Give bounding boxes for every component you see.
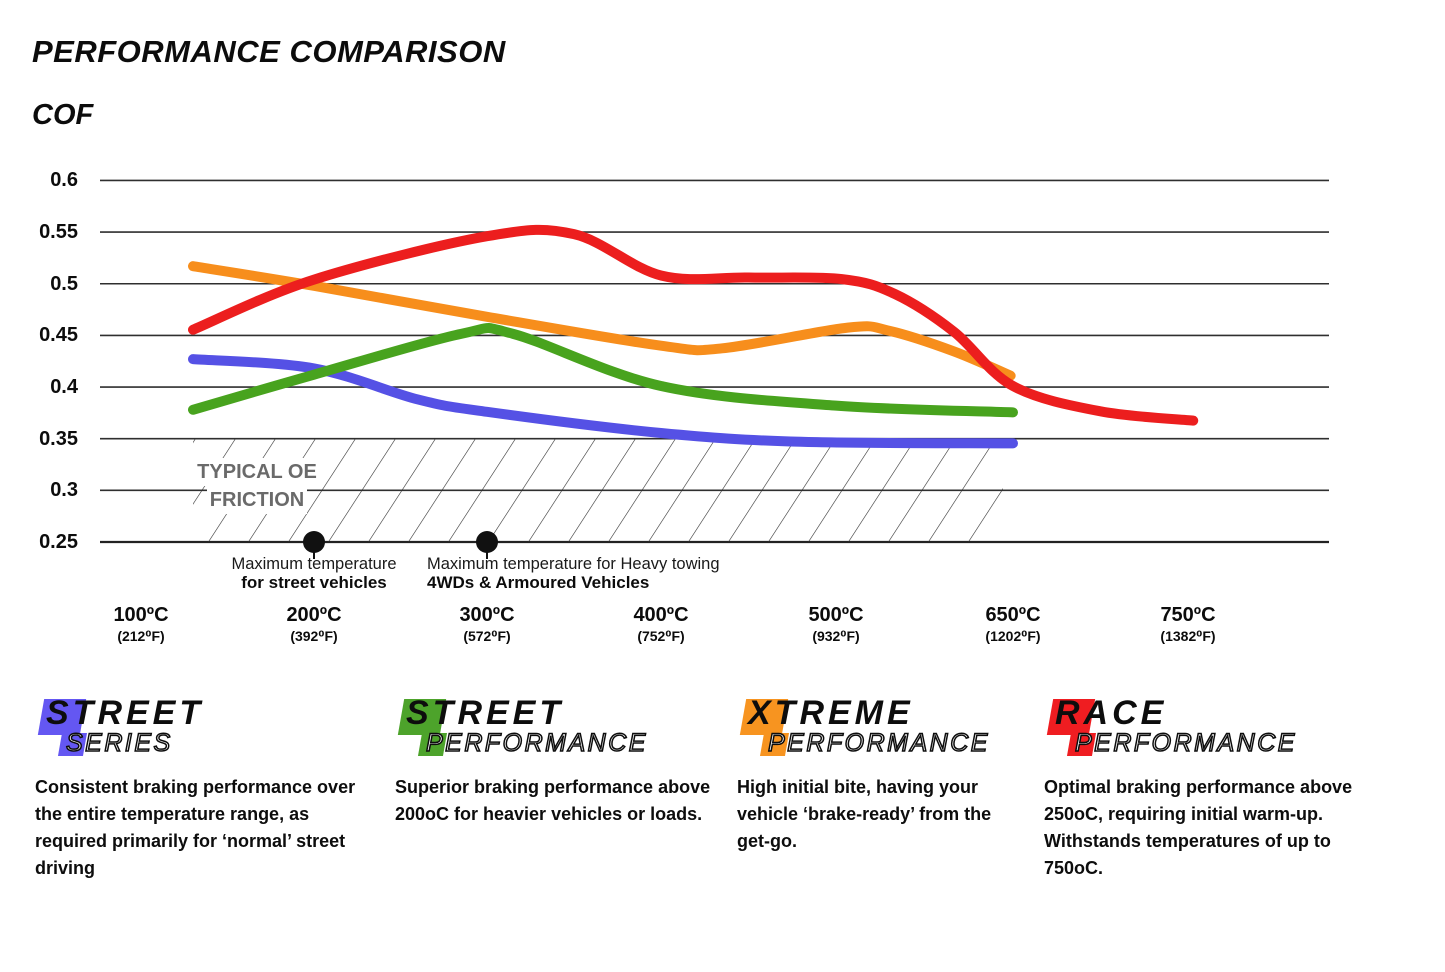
y-tick-label: 0.5 — [50, 272, 78, 295]
legend-description: Superior braking performance above 200oC for heavier vehicles or loads. — [395, 777, 711, 824]
x-axis-label — [596, 604, 726, 645]
annotation-line1: Maximum temperature for Heavy towing — [427, 555, 720, 573]
x-label-fahrenheit: (1202⁰F) — [985, 628, 1041, 644]
x-label-fahrenheit: (752⁰F) — [637, 628, 685, 644]
legend-xtreme-performance — [737, 694, 1009, 855]
marker-dot — [303, 531, 325, 553]
x-axis-label — [76, 604, 206, 645]
y-axis-title: COF — [32, 99, 94, 131]
annotation-line2: 4WDs & Armoured Vehicles — [427, 572, 650, 592]
oe-label-line1: TYPICAL OE — [194, 458, 320, 486]
x-axis-label — [422, 604, 552, 645]
legend-description: High initial bite, having your vehicle ‘brake-ready’ from the get-go. — [737, 777, 992, 851]
marker-dot — [476, 531, 498, 553]
x-label-celsius: 300ºC — [459, 604, 515, 626]
xtreme-performance-logo — [737, 694, 1009, 762]
legend-race-performance — [1044, 694, 1374, 882]
y-tick-label: 0.25 — [39, 531, 78, 553]
x-axis-label — [771, 604, 901, 645]
legend-street-series — [35, 694, 365, 882]
x-label-celsius: 750ºC — [1160, 604, 1216, 626]
annotation-line1: Maximum temperature — [231, 555, 397, 573]
oe-label-line2: FRICTION — [207, 486, 307, 514]
x-label-fahrenheit: (392⁰F) — [290, 628, 338, 644]
logo-word2: PERFORMANCE — [768, 729, 990, 757]
logo-word2: SERIES — [66, 729, 173, 757]
x-label-celsius: 100ºC — [113, 604, 169, 626]
logo-word1: STREET — [406, 694, 565, 732]
annotation-line2: for street vehicles — [241, 572, 387, 592]
x-label-fahrenheit: (1382⁰F) — [1160, 628, 1216, 644]
y-tick-label: 0.4 — [50, 376, 78, 399]
x-label-celsius: 500ºC — [808, 604, 864, 626]
logo-word2: PERFORMANCE — [1075, 729, 1297, 757]
x-label-celsius: 200ºC — [286, 604, 342, 626]
page-title: PERFORMANCE COMPARISON — [32, 34, 506, 69]
legend-description: Optimal braking performance above 250oC, requiring initial warm-up. Withstands temperatures of up to 750oC. — [1044, 777, 1353, 878]
x-axis-label — [1123, 604, 1253, 645]
y-tick-label: 0.6 — [50, 169, 78, 192]
street-series-logo — [35, 694, 365, 762]
logo-word1: XTREME — [748, 694, 914, 732]
logo-word2: PERFORMANCE — [426, 729, 648, 757]
x-label-fahrenheit: (572⁰F) — [463, 628, 511, 644]
y-tick-label: 0.35 — [39, 427, 78, 450]
legend-description: Consistent braking performance over the entire temperature range, as required primarily for ‘normal’ street driving — [35, 777, 356, 878]
x-label-fahrenheit: (932⁰F) — [812, 628, 860, 644]
typical-oe-friction-label — [193, 458, 321, 514]
y-tick-label: 0.45 — [39, 324, 78, 347]
x-label-celsius: 650ºC — [985, 604, 1041, 626]
annotation-max-temp-street — [164, 555, 464, 592]
y-tick-label: 0.55 — [39, 221, 78, 244]
logo-word1: RACE — [1055, 694, 1168, 732]
race-performance-logo — [1044, 694, 1374, 762]
series-lines — [193, 230, 1193, 444]
annotation-max-temp-heavy-towing — [427, 555, 757, 592]
y-tick-label: 0.3 — [50, 479, 78, 502]
x-axis-label — [249, 604, 379, 645]
street-performance-logo — [395, 694, 717, 762]
x-axis-label — [948, 604, 1078, 645]
logo-word1: STREET — [46, 694, 205, 732]
x-label-celsius: 400ºC — [633, 604, 689, 626]
legend-street-performance — [395, 694, 717, 828]
x-label-fahrenheit: (212⁰F) — [117, 628, 165, 644]
